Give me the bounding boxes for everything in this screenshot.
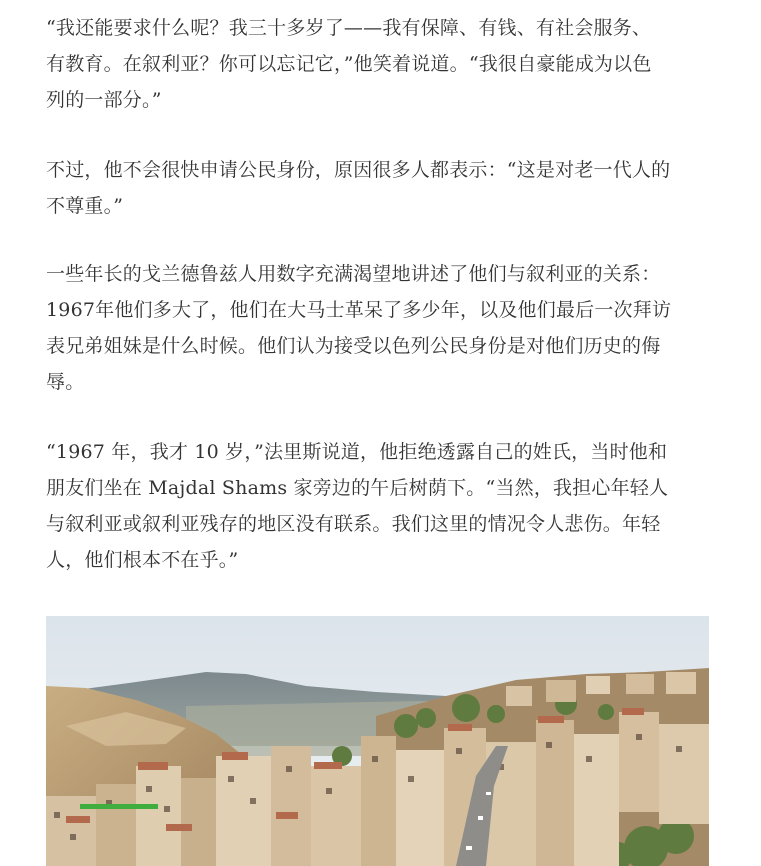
- paragraph-line: 朋友们坐在 Majdal Shams 家旁边的午后树荫下。“当然，我担心年轻人: [46, 477, 669, 499]
- paragraph-line: 不尊重。”: [46, 195, 124, 217]
- paragraph-3: [46, 256, 671, 400]
- paragraph-line: “我还能要求什么呢？我三十多岁了——我有保障、有钱、有社会服务、: [46, 17, 652, 39]
- paragraph-line: 与叙利亚或叙利亚残存的地区没有联系。我们这里的情况令人悲伤。年轻: [46, 513, 661, 535]
- paragraph-line: 人，他们根本不在乎。”: [46, 549, 239, 571]
- paragraph-2: [46, 152, 670, 224]
- paragraph-line: 1967年他们多大了，他们在大马士革呆了多少年，以及他们最后一次拜访: [46, 299, 672, 321]
- green-roof: [80, 804, 158, 809]
- paragraph-1: [46, 10, 652, 118]
- paragraph-line: 一些年长的戈兰德鲁兹人用数字充满渴望地讲述了他们与叙利亚的关系：: [46, 263, 661, 285]
- paragraph-line: 列的一部分。”: [46, 89, 162, 111]
- paragraph-line: “1967 年，我才 10 岁，”法里斯说道，他拒绝透露自己的姓氏，当时他和: [46, 441, 668, 463]
- paragraph-line: 有教育。在叙利亚？你可以忘记它，”他笑着说道。“我很自豪能成为以色: [46, 53, 652, 75]
- paragraph-line: 表兄弟姐妹是什么时候。他们认为接受以色列公民身份是对他们历史的侮: [46, 335, 661, 357]
- paragraph-line: 辱。: [46, 371, 85, 393]
- paragraph-line: 不过，他不会很快申请公民身份，原因很多人都表示：“这是对老一代人的: [46, 159, 671, 181]
- town-photo-illustration: [46, 616, 709, 866]
- paragraph-4: [46, 434, 668, 578]
- hillside-town-photo: [46, 616, 709, 866]
